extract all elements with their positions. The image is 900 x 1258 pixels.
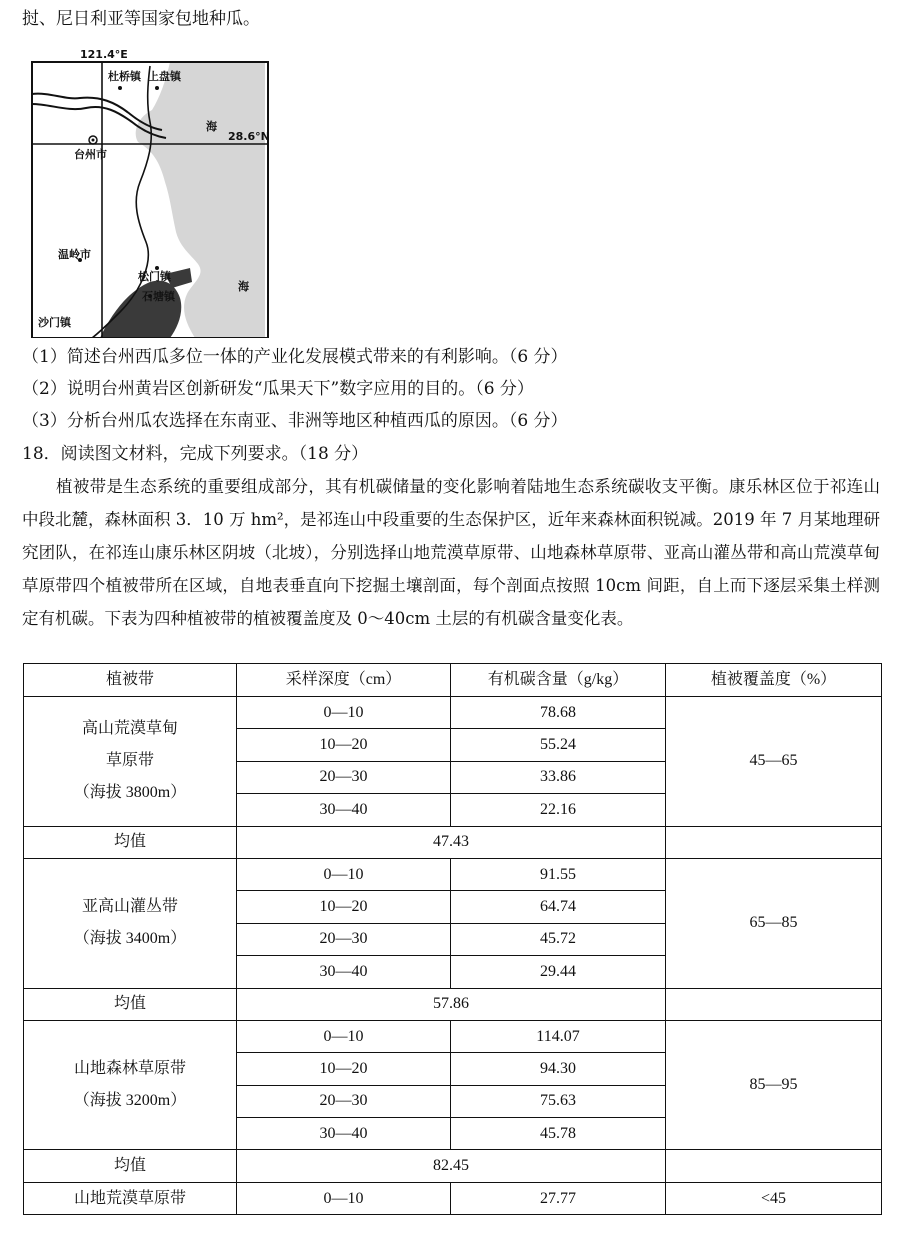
- header-cell: 采样深度（cm）: [237, 664, 451, 697]
- empty-cell: [666, 1150, 882, 1182]
- question-18-paragraph: 植被带是生态系统的重要组成部分，其有机碳储量的变化影响着陆地生态系统碳收支平衡。康乐林区位于祁连山中段北麓，森林面积 3．10 万 hm²，是祁连山中段重要的生态保护区，近年来森林面积锐减。2019 年 7 月某地理研究团队，在祁连山康乐林区阴坡（北坡），分别选择山地荒漠草原带、山地森林草原带、亚高山灌丛带和高山荒漠草甸草原带四个植被带所在区域，自地表垂直向下挖掘土壤剖面，每个剖面点按照 10cm 间距，自上而下逐层采集土样测定有机碳。下表为四种植被带的植被覆盖度及 0～40cm 土层的有机碳含量变化表。: [22, 477, 880, 628]
- mean-row: [24, 826, 882, 858]
- vegetation-zone-cell: 山地森林草原带 （海拔 3200m）: [24, 1020, 237, 1150]
- depth-cell: 20—30: [237, 761, 451, 793]
- mean-value-cell: 82.45: [237, 1150, 666, 1182]
- question-1: （1）简述台州西瓜多位一体的产业化发展模式带来的有利影响。（6 分）: [22, 347, 568, 367]
- carbon-cell: 27.77: [451, 1182, 666, 1214]
- place-label: 上盘镇: [148, 70, 181, 83]
- depth-cell: 0—10: [237, 697, 451, 729]
- taizhou-map: [20, 42, 270, 338]
- carbon-cell: 29.44: [451, 956, 666, 988]
- depth-cell: 30—40: [237, 1118, 451, 1150]
- place-label: 沙门镇: [38, 316, 71, 329]
- mean-row: [24, 988, 882, 1020]
- mean-label-cell: 均值: [24, 1150, 237, 1182]
- carbon-cell: 114.07: [451, 1020, 666, 1052]
- carbon-cell: 33.86: [451, 761, 666, 793]
- mean-value-cell: 57.86: [237, 988, 666, 1020]
- header-cell: 植被带: [24, 664, 237, 697]
- carbon-cell: 64.74: [451, 891, 666, 923]
- depth-cell: 10—20: [237, 1053, 451, 1085]
- place-label: 温岭市: [58, 248, 91, 261]
- carbon-cell: 45.72: [451, 923, 666, 955]
- depth-cell: 0—10: [237, 1182, 451, 1214]
- carbon-table: [23, 663, 882, 1215]
- table-row: [24, 1020, 882, 1052]
- sea-label: 海: [238, 280, 249, 293]
- mean-label-cell: 均值: [24, 988, 237, 1020]
- table-row: [24, 1182, 882, 1214]
- depth-cell: 20—30: [237, 1085, 451, 1117]
- question-2: （2）说明台州黄岩区创新研发“瓜果天下”数字应用的目的。（6 分）: [22, 379, 534, 399]
- depth-cell: 30—40: [237, 956, 451, 988]
- carbon-cell: 75.63: [451, 1085, 666, 1117]
- mean-label-cell: 均值: [24, 826, 237, 858]
- vegetation-zone-cell: 山地荒漠草原带: [24, 1182, 237, 1214]
- depth-cell: 0—10: [237, 858, 451, 890]
- carbon-cell: 22.16: [451, 794, 666, 826]
- place-label: 台州市: [74, 148, 107, 161]
- coverage-cell: 45—65: [666, 697, 882, 827]
- text-fragment-top: 挝、尼日利亚等国家包地种瓜。: [22, 9, 260, 29]
- table-header-row: [24, 664, 882, 697]
- carbon-cell: 55.24: [451, 729, 666, 761]
- depth-cell: 20—30: [237, 923, 451, 955]
- empty-cell: [666, 826, 882, 858]
- coverage-cell: <45: [666, 1182, 882, 1214]
- depth-cell: 30—40: [237, 794, 451, 826]
- question-3: （3）分析台州瓜农选择在东南亚、非洲等地区种植西瓜的原因。（6 分）: [22, 411, 568, 431]
- mean-row: [24, 1150, 882, 1182]
- header-cell: 植被覆盖度（%）: [666, 664, 882, 697]
- place-label: 松门镇: [138, 270, 171, 283]
- vegetation-zone-cell: 亚高山灌丛带 （海拔 3400m）: [24, 858, 237, 988]
- table-row: [24, 697, 882, 729]
- mean-value-cell: 47.43: [237, 826, 666, 858]
- sea-label: 海: [206, 120, 217, 133]
- place-label: 杜桥镇: [108, 70, 141, 83]
- vegetation-zone-cell: 高山荒漠草甸 草原带 （海拔 3800m）: [24, 697, 237, 827]
- carbon-cell: 94.30: [451, 1053, 666, 1085]
- coverage-cell: 85—95: [666, 1020, 882, 1150]
- carbon-cell: 78.68: [451, 697, 666, 729]
- carbon-cell: 45.78: [451, 1118, 666, 1150]
- depth-cell: 0—10: [237, 1020, 451, 1052]
- coverage-cell: 65—85: [666, 858, 882, 988]
- empty-cell: [666, 988, 882, 1020]
- question-18-title: 18．阅读图文材料，完成下列要求。（18 分）: [22, 444, 369, 464]
- carbon-cell: 91.55: [451, 858, 666, 890]
- header-cell: 有机碳含量（g/kg）: [451, 664, 666, 697]
- depth-cell: 10—20: [237, 891, 451, 923]
- place-label: 石塘镇: [142, 290, 175, 303]
- depth-cell: 10—20: [237, 729, 451, 761]
- longitude-label: 121.4°E: [80, 48, 128, 61]
- latitude-label: 28.6°N: [228, 130, 270, 143]
- town-marker: [155, 86, 159, 90]
- town-marker: [118, 86, 122, 90]
- table-row: [24, 858, 882, 890]
